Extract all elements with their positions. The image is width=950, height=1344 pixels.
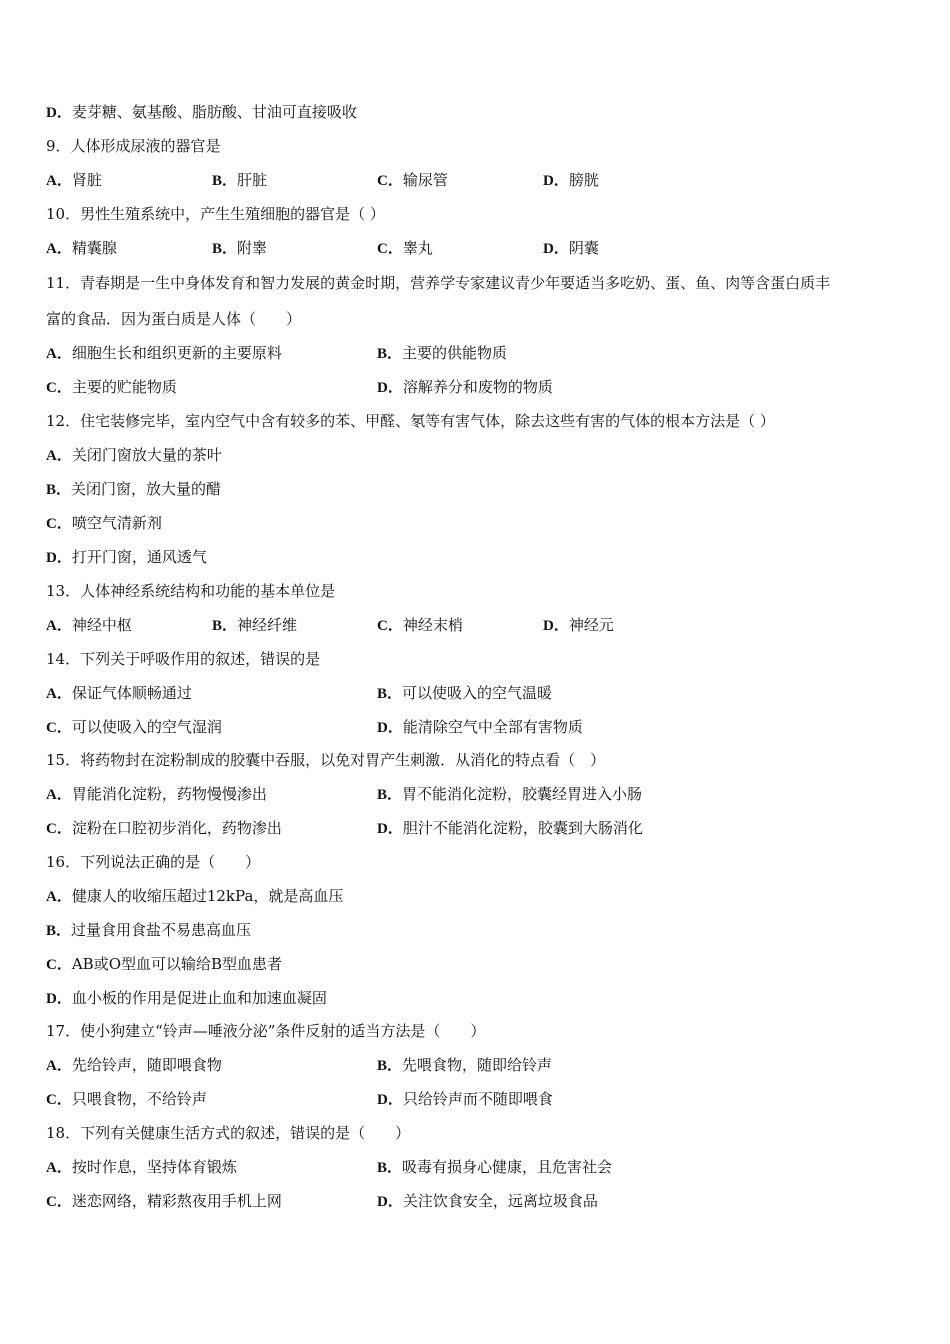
question-10-stem: 10．男性生殖系统中，产生生殖细胞的器官是（ ） bbox=[46, 205, 385, 223]
option-text: 过量食用食盐不易患高血压 bbox=[71, 921, 252, 939]
option-label: B． bbox=[212, 618, 238, 634]
option-text: 喷空气清新剂 bbox=[71, 514, 162, 532]
option-label: D． bbox=[377, 720, 403, 736]
option-label: C． bbox=[46, 1194, 72, 1210]
option-label: C． bbox=[377, 173, 403, 189]
option-text: 细胞生长和组织更新的主要原料 bbox=[71, 344, 282, 362]
option-text: 血小板的作用是促进止血和加速血凝固 bbox=[71, 989, 327, 1007]
option-text: 精囊腺 bbox=[71, 239, 117, 257]
q10-option-a bbox=[46, 238, 117, 259]
option-text: 肾脏 bbox=[71, 171, 102, 189]
option-label: A． bbox=[46, 1058, 72, 1074]
option-text: 吸毒有损身心健康，且危害社会 bbox=[402, 1158, 613, 1176]
q13-option-d bbox=[543, 615, 614, 636]
q10-option-d bbox=[543, 238, 599, 259]
option-label: C． bbox=[377, 618, 403, 634]
option-text: 先喂食物，随即给铃声 bbox=[402, 1056, 553, 1074]
option-text: 胃能消化淀粉，药物慢慢渗出 bbox=[71, 785, 267, 803]
option-label: D． bbox=[377, 380, 403, 396]
option-label: C． bbox=[46, 1092, 72, 1108]
q12-option-b bbox=[46, 479, 221, 500]
question-15-stem: 15．将药物封在淀粉制成的胶囊中吞服，以免对胃产生刺激．从消化的特点看（ ） bbox=[46, 751, 606, 769]
q15-option-c bbox=[46, 818, 282, 839]
q13-option-b bbox=[212, 615, 297, 636]
option-label: D． bbox=[46, 991, 72, 1007]
question-17-stem: 17．使小狗建立“铃声—唾液分泌”条件反射的适当方法是（ ） bbox=[46, 1022, 486, 1040]
option-label: B． bbox=[377, 1058, 403, 1074]
option-text: 神经中枢 bbox=[71, 616, 132, 634]
option-label: D． bbox=[377, 1092, 403, 1108]
option-text: 只给铃声而不随即喂食 bbox=[402, 1090, 553, 1108]
option-label: D． bbox=[377, 821, 403, 837]
option-text: 神经元 bbox=[568, 616, 614, 634]
option-label: C． bbox=[46, 380, 72, 396]
option-text: AB或O型血可以输给B型血患者 bbox=[71, 955, 283, 973]
q16-option-b bbox=[46, 920, 251, 941]
q11-option-c bbox=[46, 377, 177, 398]
option-text: 主要的供能物质 bbox=[402, 344, 508, 362]
question-11-stem-line-1: 11．青春期是一生中身体发育和智力发展的黄金时期，营养学专家建议青少年要适当多吃奶、蛋、鱼、肉等含蛋白质丰 bbox=[46, 274, 831, 292]
option-label: B． bbox=[212, 241, 238, 257]
option-label: A． bbox=[46, 173, 72, 189]
option-label: A． bbox=[46, 787, 72, 803]
option-text: 肝脏 bbox=[237, 171, 268, 189]
option-text: 附睾 bbox=[237, 239, 268, 257]
q15-option-a bbox=[46, 784, 267, 805]
option-label: B． bbox=[377, 787, 403, 803]
option-text: 打开门窗，通风透气 bbox=[71, 548, 207, 566]
option-label: D． bbox=[46, 105, 72, 121]
option-label: A． bbox=[46, 346, 72, 362]
option-text: 关闭门窗放大量的茶叶 bbox=[71, 446, 222, 464]
q16-option-d bbox=[46, 988, 327, 1009]
option-text: 只喂食物，不给铃声 bbox=[71, 1090, 207, 1108]
option-label: B． bbox=[377, 686, 403, 702]
q10-option-b bbox=[212, 238, 267, 259]
option-text: 保证气体顺畅通过 bbox=[71, 684, 192, 702]
q10-option-c bbox=[377, 238, 433, 259]
q18-option-b bbox=[377, 1157, 612, 1178]
q14-option-a bbox=[46, 683, 192, 704]
option-text: 输尿管 bbox=[402, 171, 448, 189]
q13-option-c bbox=[377, 615, 463, 636]
option-label: C． bbox=[46, 516, 72, 532]
q18-option-d bbox=[377, 1191, 598, 1212]
q18-option-a bbox=[46, 1157, 237, 1178]
option-label: C． bbox=[377, 241, 403, 257]
option-label: A． bbox=[46, 618, 72, 634]
option-text: 胃不能消化淀粉，胶囊经胃进入小肠 bbox=[402, 785, 643, 803]
option-label: A． bbox=[46, 448, 72, 464]
question-14-stem: 14．下列关于呼吸作用的叙述，错误的是 bbox=[46, 650, 321, 668]
q9-option-c bbox=[377, 170, 448, 191]
option-label: D． bbox=[377, 1194, 403, 1210]
option-label: D． bbox=[543, 173, 569, 189]
q18-option-c bbox=[46, 1191, 282, 1212]
q12-option-c bbox=[46, 513, 162, 534]
q14-option-c bbox=[46, 717, 222, 738]
option-text: 先给铃声，随即喂食物 bbox=[71, 1056, 222, 1074]
question-11-stem-line-2: 富的食品．因为蛋白质是人体（ ） bbox=[46, 310, 302, 328]
question-18-stem: 18．下列有关健康生活方式的叙述，错误的是（ ） bbox=[46, 1124, 411, 1142]
option-label: B． bbox=[46, 482, 72, 498]
option-text: 胆汁不能消化淀粉，胶囊到大肠消化 bbox=[402, 819, 643, 837]
option-label: B． bbox=[377, 1160, 403, 1176]
option-text: 迷恋网络，精彩熬夜用手机上网 bbox=[71, 1192, 282, 1210]
option-text: 可以使吸入的空气湿润 bbox=[71, 718, 222, 736]
option-text: 能清除空气中全部有害物质 bbox=[402, 718, 583, 736]
q17-option-b bbox=[377, 1055, 552, 1076]
option-label: D． bbox=[543, 618, 569, 634]
option-text: 阴囊 bbox=[568, 239, 599, 257]
option-text: 可以使吸入的空气温暖 bbox=[402, 684, 553, 702]
option-label: A． bbox=[46, 1160, 72, 1176]
q11-option-b bbox=[377, 343, 507, 364]
option-text: 溶解养分和废物的物质 bbox=[402, 378, 553, 396]
option-label: C． bbox=[46, 957, 72, 973]
q14-option-b bbox=[377, 683, 552, 704]
option-label: A． bbox=[46, 686, 72, 702]
option-text: 神经纤维 bbox=[237, 616, 298, 634]
q9-option-d bbox=[543, 170, 599, 191]
option-text: 淀粉在口腔初步消化，药物渗出 bbox=[71, 819, 282, 837]
q11-option-a bbox=[46, 343, 282, 364]
q9-option-b bbox=[212, 170, 267, 191]
option-label: C． bbox=[46, 720, 72, 736]
question-13-stem: 13．人体神经系统结构和功能的基本单位是 bbox=[46, 582, 336, 600]
q15-option-d bbox=[377, 818, 643, 839]
q16-option-c bbox=[46, 954, 282, 975]
q17-option-c bbox=[46, 1089, 207, 1110]
option-label: D． bbox=[46, 550, 72, 566]
option-label: D． bbox=[543, 241, 569, 257]
q9-option-a bbox=[46, 170, 102, 191]
option-label: B． bbox=[46, 923, 72, 939]
q16-option-a bbox=[46, 886, 343, 907]
q17-option-a bbox=[46, 1055, 222, 1076]
q12-option-a bbox=[46, 445, 222, 466]
q14-option-d bbox=[377, 717, 583, 738]
question-16-stem: 16．下列说法正确的是（ ） bbox=[46, 853, 261, 871]
q12-option-d bbox=[46, 547, 207, 568]
option-text: 按时作息，坚持体育锻炼 bbox=[71, 1158, 237, 1176]
option-label: A． bbox=[46, 889, 72, 905]
option-text: 膀胱 bbox=[568, 171, 599, 189]
option-d bbox=[46, 102, 357, 123]
q15-option-b bbox=[377, 784, 642, 805]
option-label: B． bbox=[212, 173, 238, 189]
option-label: A． bbox=[46, 241, 72, 257]
q17-option-d bbox=[377, 1089, 553, 1110]
question-9-stem: 9．人体形成尿液的器官是 bbox=[46, 137, 221, 155]
option-label: C． bbox=[46, 821, 72, 837]
option-text: 麦芽糖、氨基酸、脂肪酸、甘油可直接吸收 bbox=[71, 103, 357, 121]
q13-option-a bbox=[46, 615, 132, 636]
option-text: 关闭门窗，放大量的醋 bbox=[71, 480, 222, 498]
option-text: 主要的贮能物质 bbox=[71, 378, 177, 396]
question-12-stem: 12．住宅装修完毕，室内空气中含有较多的苯、甲醛、氡等有害气体，除去这些有害的气体的根本方法是（ ） bbox=[46, 412, 775, 430]
option-text: 关注饮食安全，远离垃圾食品 bbox=[402, 1192, 598, 1210]
option-text: 神经末梢 bbox=[402, 616, 463, 634]
option-text: 健康人的收缩压超过12kPa，就是高血压 bbox=[71, 887, 344, 905]
q11-option-d bbox=[377, 377, 553, 398]
option-text: 睾丸 bbox=[402, 239, 433, 257]
option-label: B． bbox=[377, 346, 403, 362]
